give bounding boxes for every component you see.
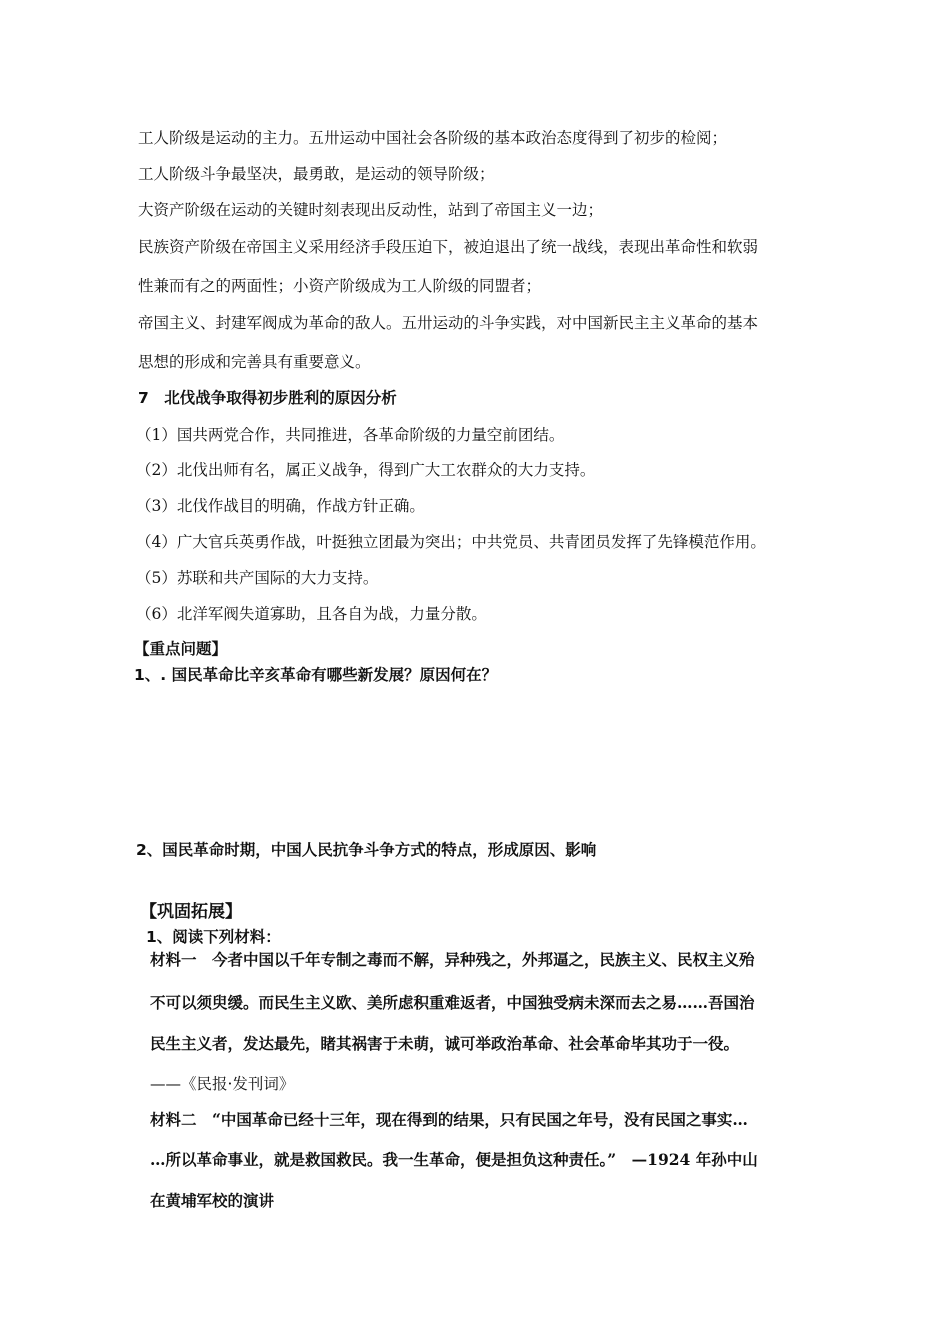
material1-line-2: 不可以须臾缓。而民生主义欧、美所虑积重难返者，中国独受病未深而去之易……吾国治	[150, 993, 755, 1012]
summary-line-6: 帝国主义、封建军阀成为革命的敌人。五卅运动的斗争实践，对中国新民主主义革命的基本	[138, 314, 759, 332]
section7-item-5: （5）苏联和共产国际的大力支持。	[136, 569, 379, 587]
summary-line-3: 大资产阶级在运动的关键时刻表现出反动性，站到了帝国主义一边；	[138, 201, 604, 219]
summary-line-4: 民族资产阶级在帝国主义采用经济手段压迫下，被迫退出了统一战线，表现出革命性和软弱	[138, 238, 759, 256]
summary-line-2: 工人阶级斗争最坚决，最勇敢，是运动的领导阶级；	[138, 165, 495, 183]
consolidation-intro: 1、阅读下列材料：	[146, 928, 281, 946]
section7-item-3: （3）北伐作战目的明确，作战方针正确。	[136, 497, 425, 515]
material2-line-1: 材料二 “中国革命已经十三年，现在得到的结果，只有民国之年号，没有民国之事实…	[150, 1110, 748, 1129]
material1-line-1: 材料一 今者中国以千年专制之毒而不解，异种残之，外邦逼之，民族主义、民权主义殆	[150, 950, 755, 969]
summary-line-5: 性兼而有之的两面性；小资产阶级成为工人阶级的同盟者；	[138, 277, 542, 295]
key-question-2: 2、国民革命时期，中国人民抗争斗争方式的特点，形成原因、影响	[136, 841, 597, 859]
consolidation-heading: 【巩固拓展】	[140, 902, 242, 922]
section7-item-1: （1）国共两党合作，共同推进，各革命阶级的力量空前团结。	[136, 426, 565, 444]
section7-item-6: （6）北洋军阀失道寡助，且各自为战，力量分散。	[136, 605, 487, 623]
section7-item-4: （4）广大官兵英勇作战，叶挺独立团最为突出；中共党员、共青团员发挥了先锋模范作用。	[136, 533, 766, 551]
material1-source: ——《民报·发刊词》	[150, 1075, 295, 1093]
section7-item-2: （2）北伐出师有名，属正义战争，得到广大工农群众的大力支持。	[136, 461, 596, 479]
summary-line-1: 工人阶级是运动的主力。五卅运动中国社会各阶级的基本政治态度得到了初步的检阅；	[138, 129, 728, 147]
key-question-1: 1、. 国民革命比辛亥革命有哪些新发展？原因何在？	[134, 666, 498, 684]
summary-line-7: 思想的形成和完善具有重要意义。	[138, 353, 371, 371]
key-issues-heading: 【重点问题】	[134, 640, 228, 658]
material2-line-2: …所以革命事业，就是救国救民。我一生革命，便是担负这种责任。” —1924 年孙中山	[150, 1150, 758, 1169]
section7-heading: 7 北伐战争取得初步胜利的原因分析	[138, 389, 397, 407]
material1-line-3: 民生主义者，发达最先，睹其祸害于未萌，诚可举政治革命、社会革命毕其功于一役。	[150, 1034, 740, 1053]
material2-line-3: 在黄埔军校的演讲	[150, 1191, 275, 1210]
